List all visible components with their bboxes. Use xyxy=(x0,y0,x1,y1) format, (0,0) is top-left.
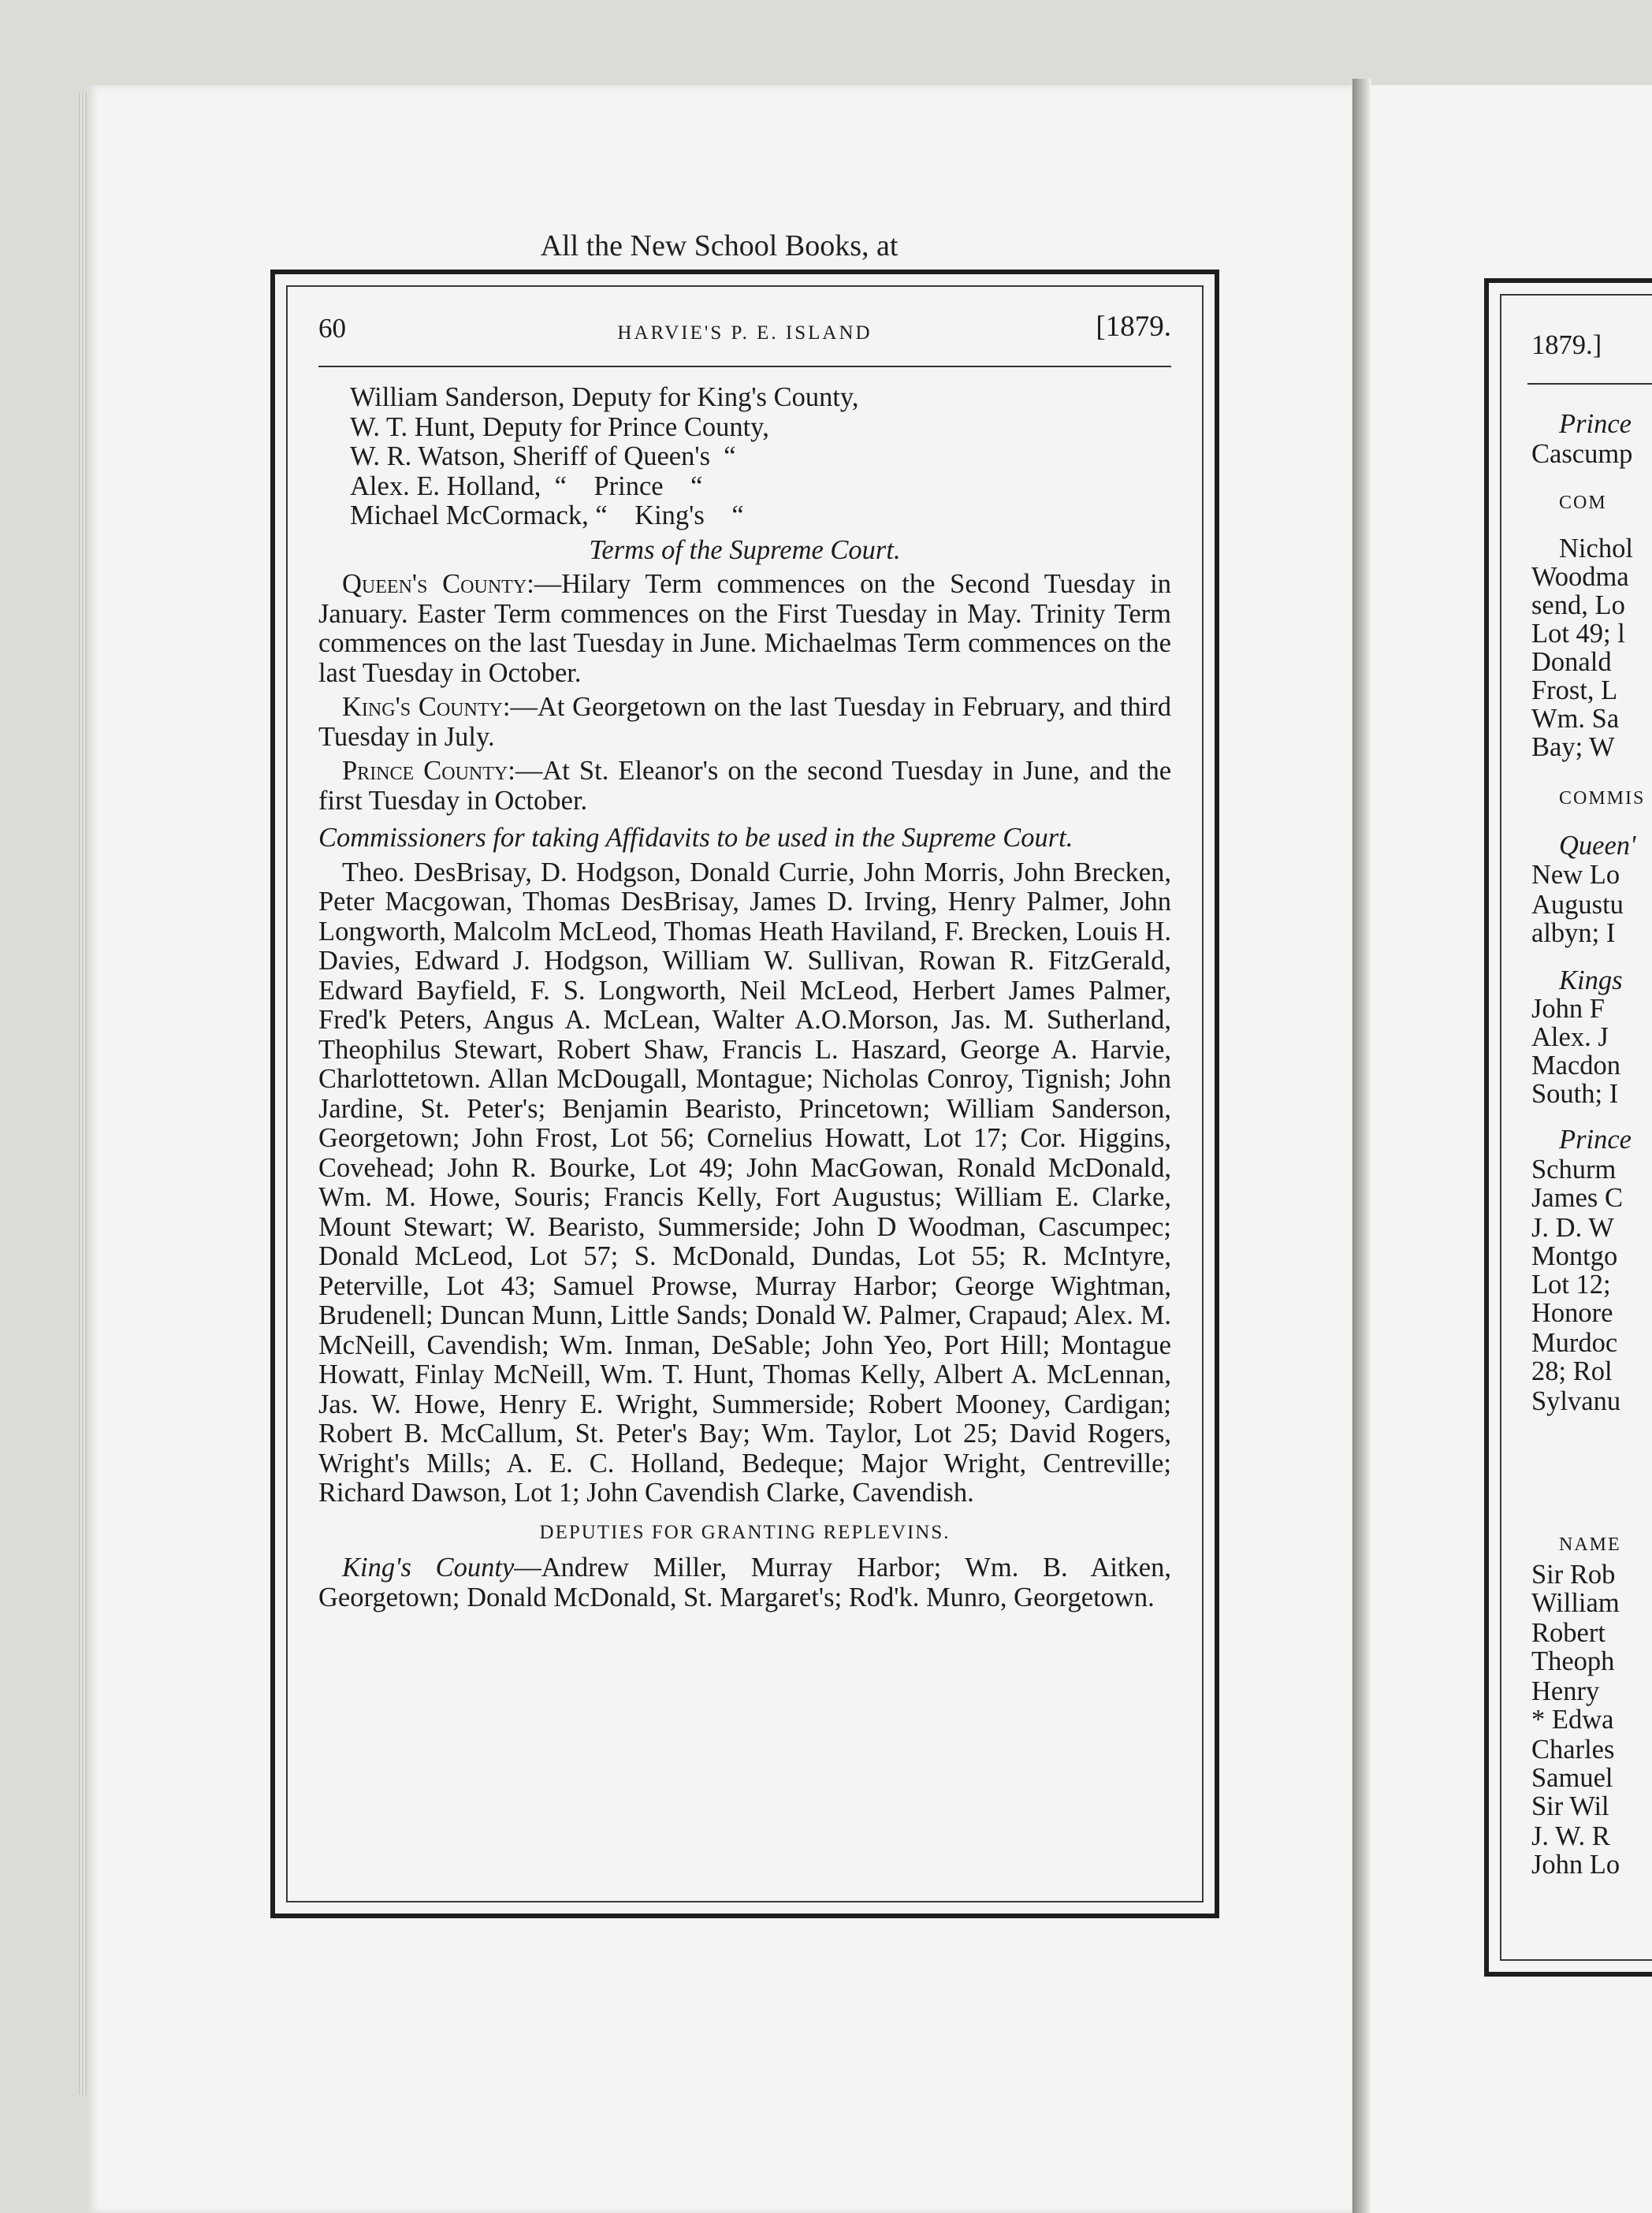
running-head xyxy=(318,309,1171,350)
right-page xyxy=(1370,85,1652,2213)
officer-line: W. R. Watson, Sheriff of Queen's “ xyxy=(350,441,736,471)
right-page-line: NAME xyxy=(1559,1534,1621,1555)
right-page-line: Samuel xyxy=(1531,1763,1613,1793)
right-page-line: Kings xyxy=(1559,965,1623,995)
officer-line: Michael McCormack, “ King's “ xyxy=(350,500,744,530)
kings-county-terms xyxy=(318,693,1171,752)
officers-list xyxy=(350,383,1171,531)
right-page-line: Theoph xyxy=(1531,1646,1615,1676)
right-page-line: Lot 12; xyxy=(1531,1270,1611,1300)
queens-county-label: Queen's County xyxy=(342,569,527,599)
right-page-line: Schurm xyxy=(1531,1155,1617,1185)
officer-line: Alex. E. Holland, “ Prince “ xyxy=(350,470,703,501)
prince-county-terms xyxy=(318,757,1171,816)
right-page-line: Henry xyxy=(1531,1676,1600,1706)
right-page-line: Sylvanu xyxy=(1531,1386,1621,1416)
commissioners-heading: Commissioners for taking Affidavits to be used in the Supreme Court. xyxy=(318,823,1073,853)
right-page-line: Prince xyxy=(1559,409,1632,439)
right-page-line: 28; Rol xyxy=(1531,1356,1613,1386)
page-number: 60 xyxy=(318,313,346,344)
deputies-list xyxy=(318,1553,1171,1612)
right-page-line: COMMIS xyxy=(1559,788,1646,809)
kings-county-text: :—At Georgetown on the last Tuesday in February, and third Tuesday in July. xyxy=(318,692,1171,752)
terms-heading: Terms of the Supreme Court. xyxy=(589,534,901,565)
right-page-line: send, Lo xyxy=(1531,590,1625,620)
header-banner: All the New School Books, at xyxy=(540,229,899,262)
right-page-line: Charles xyxy=(1531,1735,1615,1765)
right-page-line: William xyxy=(1531,1588,1620,1618)
right-page-line: Sir Rob xyxy=(1531,1560,1616,1590)
right-page-line: James C xyxy=(1531,1183,1623,1213)
deputies-heading: DEPUTIES FOR GRANTING REPLEVINS. xyxy=(539,1521,951,1543)
right-page-rule xyxy=(1527,383,1652,385)
prince-county-label: Prince County xyxy=(342,756,508,786)
right-page-line: Lot 49; l xyxy=(1531,619,1625,649)
right-page-line: J. D. W xyxy=(1531,1213,1614,1243)
right-page-line: albyn; I xyxy=(1531,918,1616,948)
right-page-line: Queen' xyxy=(1559,831,1636,861)
right-page-line: Bay; W xyxy=(1531,732,1615,762)
right-page-line: New Lo xyxy=(1531,860,1620,890)
right-page-line: South; I xyxy=(1531,1079,1619,1109)
right-page-year: 1879.] xyxy=(1531,330,1602,360)
prince-county-text: :—At St. Eleanor's on the second Tuesday in June, and the first Tuesday in October. xyxy=(318,756,1172,816)
right-page-line: Honore xyxy=(1531,1298,1613,1328)
officer-line: William Sanderson, Deputy for King's County, xyxy=(350,382,859,412)
right-page-line: Woodma xyxy=(1531,562,1629,592)
running-year: [1879. xyxy=(1096,311,1171,343)
right-page-line: Nichol xyxy=(1559,534,1633,563)
right-page-line: Macdon xyxy=(1531,1051,1621,1080)
right-page-line: * Edwa xyxy=(1531,1705,1614,1735)
right-page-line: Frost, L xyxy=(1531,675,1618,705)
right-page-line: Augustu xyxy=(1531,890,1624,920)
header-rule xyxy=(318,366,1171,367)
right-page-line: Sir Wil xyxy=(1531,1791,1609,1821)
queens-county-text: :—Hilary Term commences on the Second Tuesday in January. Easter Term commences on the First Tuesday in May. Trinity Term commences on the last Tuesday in June. Michaelmas Term commences on the last Tuesday in October. xyxy=(318,569,1171,688)
kings-county-label: King's County xyxy=(342,692,503,722)
right-page-line: Wm. Sa xyxy=(1531,704,1620,734)
running-title: HARVIE'S P. E. ISLAND xyxy=(617,322,873,344)
right-page-line: Cascump xyxy=(1531,439,1633,469)
page-frame xyxy=(270,270,1219,1918)
queens-county-terms xyxy=(318,570,1171,688)
right-page-line: Montgo xyxy=(1531,1241,1618,1271)
right-page-line: Donald xyxy=(1531,647,1612,677)
right-page-line: Prince xyxy=(1559,1125,1632,1155)
right-page-line: Robert xyxy=(1531,1618,1605,1648)
book-gutter xyxy=(1352,79,1371,2213)
right-page-line: Alex. J xyxy=(1531,1022,1609,1052)
deputies-county-label: King's County xyxy=(342,1553,515,1583)
right-page-line: John Lo xyxy=(1531,1850,1620,1880)
commissioners-list: Theo. DesBrisay, D. Hodgson, Donald Currie, John Morris, John Brecken, Peter Macgowan, Thomas DesBrisay, James D. Irving, Henry Palmer, John Longworth, Malcolm McLeod, Thomas Heath Haviland, F. Brecken, Louis H. Davies, Edward J. Hodgson, William W. Sullivan, Rowan R. FitzGerald, Edward Bayfield, F. S. Longworth, Neil McLeod, Herbert James Palmer, Fred'k Peters, Angus A. McLean, Walter A.O.Morson, Jas. M. Sutherland, Theophilus Stewart, Robert Shaw, Francis L. Haszard, George A. Harvie, Charlottetown. Allan McDougall, Montague; Nicholas Conroy, Tignish; John Jardine, St. Peter's; Benjamin Bearisto, Princetown; William Sanderson, Georgetown; John Frost, Lot 56; Cornelius Howatt, Lot 17; Cor. Higgins, Covehead; John R. Bourke, Lot 49; John MacGowan, Ronald McDonald, Wm. M. Howe, Souris; Francis Kelly, Fort Augustus; William E. Clarke, Mount Stewart; W. Bearisto, Summerside; John D Woodman, Cascumpec; Donald McLeod, Lot 57; S. McDonald, Dundas, Lot 55; R. McIntyre, Peterville, Lot 43; Samuel Prowse, Murray Harbor; George Wightman, Brudenell; Duncan Munn, Little Sands; Donald W. Palmer, Crapaud; Alex. M. McNeill, Cavendish; Wm. Inman, DeSable; John Yeo, Port Hill; Montague Howatt, Finlay McNeill, Wm. T. Hunt, Thomas Kelly, Albert A. McLennan, Jas. W. Howe, Henry E. Wright, Summerside; Robert Mooney, Cardigan; Robert B. McCallum, St. Peter's Bay; Wm. Taylor, Lot 25; David Rogers, Wright's Mills; A. E. C. Holland, Bedeque; Major Wright, Centreville; Richard Dawson, Lot 1; John Cavendish Clarke, Cavendish. xyxy=(318,857,1171,1508)
right-page-line: Murdoc xyxy=(1531,1328,1618,1358)
right-page-line: COM xyxy=(1559,493,1607,513)
right-page-line: J. W. R xyxy=(1531,1821,1610,1851)
deputies-text: —Andrew Miller, Murray Harbor; Wm. B. Aitken, Georgetown; Donald McDonald, St. Margaret's; Rod'k. Munro, Georgetown. xyxy=(318,1553,1171,1612)
officer-line: W. T. Hunt, Deputy for Prince County, xyxy=(350,411,769,442)
right-page-line: John F xyxy=(1531,994,1605,1024)
page-content xyxy=(318,309,1171,1882)
